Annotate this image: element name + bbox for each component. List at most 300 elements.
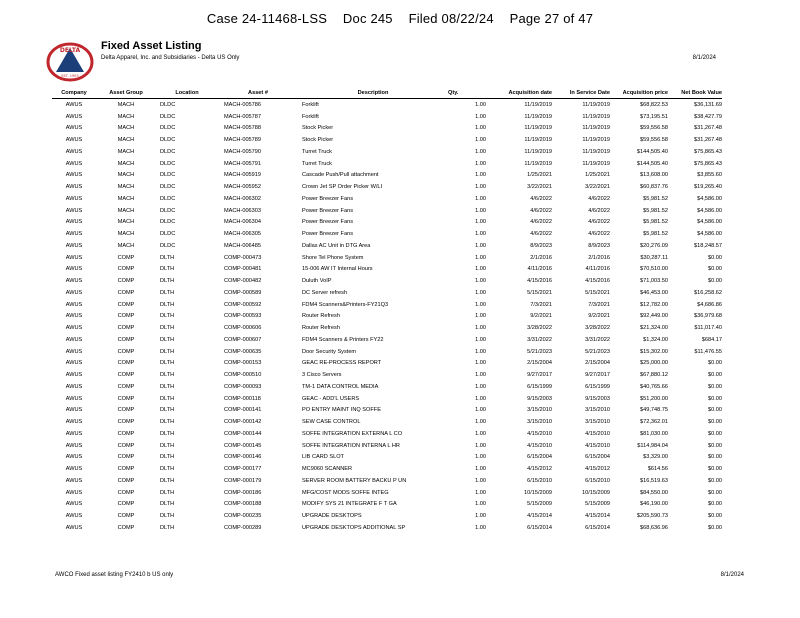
qty-cell: 1.00	[475, 231, 486, 238]
in-service-date-cell: 8/9/2023	[588, 242, 610, 249]
description-cell: FDM4 Scanners&Printers-FY21Q3	[302, 301, 389, 308]
asset-group-cell: COMP	[117, 501, 135, 508]
in-service-date-cell: 6/15/2010	[585, 477, 610, 484]
qty-cell: 1.00	[475, 113, 486, 120]
net-book-value-cell: $4,586.00	[697, 231, 722, 238]
in-service-date-cell: 4/15/2016	[585, 278, 610, 285]
asset-number-cell: MACH-005787	[224, 113, 261, 120]
table-row	[52, 487, 722, 499]
acquisition-date-cell: 6/15/2014	[527, 524, 552, 531]
company-cell: AWUS	[65, 442, 83, 449]
net-book-value-cell: $75,865.43	[694, 148, 722, 155]
qty-cell: 1.00	[475, 313, 486, 320]
net-book-value-cell: $0.00	[708, 419, 722, 426]
asset-group-cell: MACH	[117, 231, 135, 238]
asset-number-cell: MACH-005788	[224, 125, 261, 132]
table-row	[52, 463, 722, 475]
qty-cell: 1.00	[475, 336, 486, 343]
location-cell: DLTH	[160, 360, 175, 367]
qty-cell: 1.00	[475, 466, 486, 473]
table-row	[52, 181, 722, 193]
description-cell: Turret Truck	[302, 148, 332, 155]
location-cell: DLDC	[160, 242, 176, 249]
net-book-value-cell: $36,979.68	[694, 313, 722, 320]
net-book-value-cell: $4,586.00	[697, 195, 722, 202]
location-cell: DLDC	[160, 148, 176, 155]
qty-cell: 1.00	[475, 524, 486, 531]
asset-group-cell: COMP	[117, 289, 135, 296]
description-cell: Forklift	[302, 101, 319, 108]
qty-cell: 1.00	[475, 219, 486, 226]
company-cell: AWUS	[65, 313, 83, 320]
in-service-date-cell: 9/27/2017	[585, 372, 610, 379]
net-book-value-cell: $0.00	[708, 383, 722, 390]
table-row	[52, 346, 722, 358]
acquisition-price-cell: $60,837.76	[640, 184, 668, 191]
description-cell: TM-1 DATA CONTROL MEDIA	[302, 383, 379, 390]
net-book-value-cell: $0.00	[708, 501, 722, 508]
in-service-date-cell: 5/15/2021	[585, 289, 610, 296]
net-book-value-cell: $0.00	[708, 442, 722, 449]
table-row	[52, 158, 722, 170]
company-cell: AWUS	[65, 501, 83, 508]
company-cell: AWUS	[65, 348, 83, 355]
location-cell: DLTH	[160, 466, 175, 473]
net-book-value-cell: $75,865.43	[694, 160, 722, 167]
net-book-value-cell: $0.00	[708, 395, 722, 402]
location-cell: DLTH	[160, 524, 175, 531]
asset-number-cell: COMP-000235	[224, 513, 262, 520]
company-cell: AWUS	[65, 489, 83, 496]
asset-group-cell: MACH	[117, 195, 135, 202]
qty-cell: 1.00	[475, 266, 486, 273]
net-book-value-cell: $18,248.57	[694, 242, 722, 249]
company-cell: AWUS	[65, 360, 83, 367]
description-cell: MFG/COST MODS SOFFE INTEG	[302, 489, 389, 496]
table-row	[52, 170, 722, 182]
location-cell: DLDC	[160, 195, 176, 202]
qty-cell: 1.00	[475, 348, 486, 355]
table-row	[52, 428, 722, 440]
asset-number-cell: MACH-005791	[224, 160, 261, 167]
net-book-value-cell: $31,267.48	[694, 137, 722, 144]
qty-cell: 1.00	[475, 419, 486, 426]
acquisition-date-cell: 6/15/1999	[527, 383, 552, 390]
in-service-date-cell: 10/15/2009	[582, 489, 610, 496]
location-cell: DLTH	[160, 407, 175, 414]
description-cell: MC9060 SCANNER	[302, 466, 353, 473]
company-cell: AWUS	[65, 430, 83, 437]
net-book-value-cell: $0.00	[708, 360, 722, 367]
table-row	[52, 299, 722, 311]
acquisition-date-cell: 11/19/2019	[524, 101, 552, 108]
description-cell: MODIFY SYS 21 INTEGRATE F T GA	[302, 501, 397, 508]
in-service-date-cell: 11/19/2019	[582, 148, 610, 155]
location-cell: DLTH	[160, 254, 175, 261]
in-service-date-cell: 11/19/2019	[582, 125, 610, 132]
description-cell: 15-006 AW IT Internal Hours	[302, 266, 373, 273]
column-header: Company	[52, 88, 96, 99]
table-row	[52, 475, 722, 487]
table-row	[52, 217, 722, 229]
acquisition-price-cell: $46,453.00	[640, 289, 668, 296]
table-row	[52, 99, 722, 111]
asset-number-cell: COMP-000118	[224, 395, 261, 402]
table-row	[52, 264, 722, 276]
acquisition-date-cell: 4/15/2010	[527, 442, 552, 449]
column-header: Location	[156, 88, 218, 99]
acquisition-price-cell: $70,510.00	[640, 266, 668, 273]
description-cell: SERVER ROOM BATTERY BACKU P UN	[302, 477, 407, 484]
acquisition-date-cell: 7/3/2021	[530, 301, 552, 308]
acquisition-date-cell: 11/19/2019	[524, 148, 552, 155]
company-cell: AWUS	[65, 266, 83, 273]
net-book-value-cell: $0.00	[708, 254, 722, 261]
company-cell: AWUS	[65, 466, 83, 473]
acquisition-date-cell: 3/31/2022	[527, 336, 552, 343]
in-service-date-cell: 4/6/2022	[588, 195, 610, 202]
in-service-date-cell: 4/6/2022	[588, 207, 610, 214]
acquisition-price-cell: $81,030.00	[640, 430, 668, 437]
company-cell: AWUS	[65, 137, 83, 144]
in-service-date-cell: 5/21/2023	[585, 348, 610, 355]
acquisition-price-cell: $59,556.58	[640, 137, 668, 144]
location-cell: DLTH	[160, 454, 175, 461]
net-book-value-cell: $0.00	[708, 278, 722, 285]
asset-group-cell: MACH	[117, 172, 135, 179]
acquisition-price-cell: $5,981.52	[643, 207, 668, 214]
qty-cell: 1.00	[475, 125, 486, 132]
in-service-date-cell: 4/11/2016	[585, 266, 610, 273]
asset-group-cell: MACH	[117, 207, 135, 214]
net-book-value-cell: $0.00	[708, 477, 722, 484]
table-row	[52, 252, 722, 264]
acquisition-price-cell: $205,590.73	[636, 513, 668, 520]
acquisition-price-cell: $67,880.12	[640, 372, 668, 379]
logo-text-bottom: EST. 1903	[61, 74, 79, 78]
acquisition-date-cell: 4/6/2022	[530, 195, 552, 202]
acquisition-price-cell: $21,324.00	[640, 325, 668, 332]
qty-cell: 1.00	[475, 442, 486, 449]
asset-group-cell: MACH	[117, 137, 135, 144]
company-cell: AWUS	[65, 289, 83, 296]
description-cell: Power Breezer Fans	[302, 207, 353, 214]
asset-group-cell: COMP	[117, 524, 135, 531]
asset-group-cell: MACH	[117, 148, 135, 155]
case-header	[0, 11, 800, 26]
location-cell: DLDC	[160, 184, 176, 191]
company-cell: AWUS	[65, 195, 83, 202]
asset-group-cell: COMP	[117, 430, 135, 437]
qty-cell: 1.00	[475, 160, 486, 167]
location-cell: DLDC	[160, 137, 176, 144]
acquisition-price-cell: $114,984.04	[637, 442, 668, 449]
location-cell: DLTH	[160, 477, 175, 484]
table-row	[52, 228, 722, 240]
asset-number-cell: COMP-000146	[224, 454, 262, 461]
net-book-value-cell: $36,131.69	[694, 101, 722, 108]
asset-group-cell: COMP	[117, 383, 135, 390]
net-book-value-cell: $0.00	[708, 524, 722, 531]
asset-group-cell: COMP	[117, 477, 135, 484]
qty-cell: 1.00	[475, 477, 486, 484]
asset-group-cell: COMP	[117, 301, 135, 308]
location-cell: DLTH	[160, 383, 175, 390]
description-cell: SOFFE INTEGRATION INTERNA L HR	[302, 442, 400, 449]
table-row	[52, 440, 722, 452]
table-row	[52, 275, 722, 287]
in-service-date-cell: 1/25/2021	[585, 172, 610, 179]
company-cell: AWUS	[65, 231, 83, 238]
acquisition-price-cell: $68,822.53	[640, 101, 668, 108]
qty-cell: 1.00	[475, 513, 486, 520]
in-service-date-cell: 4/15/2014	[585, 513, 610, 520]
qty-cell: 1.00	[475, 195, 486, 202]
net-book-value-cell: $0.00	[708, 489, 722, 496]
asset-number-cell: COMP-000142	[224, 419, 262, 426]
acquisition-date-cell: 4/15/2016	[527, 278, 552, 285]
asset-group-cell: COMP	[117, 360, 135, 367]
asset-number-cell: COMP-000141	[224, 407, 262, 414]
acquisition-price-cell: $40,765.66	[640, 383, 668, 390]
description-cell: Dallas AC Unit in DTG Area	[302, 242, 371, 249]
acquisition-price-cell: $68,636.96	[640, 524, 668, 531]
table-row	[52, 381, 722, 393]
asset-number-cell: COMP-000177	[224, 466, 262, 473]
table-row	[52, 111, 722, 123]
description-cell: DC Server refresh	[302, 289, 348, 296]
net-book-value-cell: $0.00	[708, 372, 722, 379]
company-cell: AWUS	[65, 101, 83, 108]
company-cell: AWUS	[65, 242, 83, 249]
asset-group-cell: COMP	[117, 348, 135, 355]
location-cell: DLTH	[160, 501, 175, 508]
asset-number-cell: COMP-000606	[224, 325, 262, 332]
asset-group-cell: MACH	[117, 184, 135, 191]
acquisition-date-cell: 3/15/2010	[527, 407, 552, 414]
asset-group-cell: COMP	[117, 266, 135, 273]
doc-number: Doc 245	[342, 11, 393, 26]
company-cell: AWUS	[65, 184, 83, 191]
acquisition-date-cell: 4/15/2012	[527, 466, 552, 473]
acquisition-price-cell: $16,519.63	[640, 477, 668, 484]
acquisition-price-cell: $144,505.40	[636, 148, 668, 155]
net-book-value-cell: $19,265.40	[694, 184, 722, 191]
acquisition-price-cell: $5,981.52	[643, 231, 668, 238]
asset-number-cell: MACH-006305	[224, 231, 261, 238]
acquisition-price-cell: $15,302.00	[640, 348, 668, 355]
company-cell: AWUS	[65, 383, 83, 390]
asset-number-cell: MACH-006302	[224, 195, 261, 202]
location-cell: DLTH	[160, 325, 175, 332]
company-cell: AWUS	[65, 207, 83, 214]
asset-group-cell: MACH	[117, 101, 135, 108]
qty-cell: 1.00	[475, 101, 486, 108]
acquisition-date-cell: 4/15/2010	[527, 430, 552, 437]
footer-left: AWCO Fixed asset listing FY2410 b US only	[55, 572, 174, 578]
report-date: 8/1/2024	[692, 55, 716, 61]
net-book-value-cell: $0.00	[708, 430, 722, 437]
qty-cell: 1.00	[475, 148, 486, 155]
table-row	[52, 510, 722, 522]
description-cell: 3 Cisco Servers	[302, 372, 342, 379]
asset-number-cell: MACH-005786	[224, 101, 261, 108]
acquisition-date-cell: 4/6/2022	[530, 231, 552, 238]
acquisition-date-cell: 4/6/2022	[530, 207, 552, 214]
net-book-value-cell: $0.00	[708, 407, 722, 414]
acquisition-date-cell: 6/15/2004	[527, 454, 552, 461]
acquisition-price-cell: $59,556.58	[640, 125, 668, 132]
asset-number-cell: MACH-006485	[224, 242, 261, 249]
acquisition-date-cell: 8/9/2023	[530, 242, 552, 249]
company-cell: AWUS	[65, 325, 83, 332]
in-service-date-cell: 3/15/2010	[585, 407, 610, 414]
acquisition-price-cell: $84,550.00	[640, 489, 668, 496]
description-cell: Duluth VoIP	[302, 278, 332, 285]
table-header-row	[52, 88, 722, 99]
column-header: Net Book Value	[668, 88, 722, 99]
qty-cell: 1.00	[475, 501, 486, 508]
acquisition-price-cell: $25,000.00	[640, 360, 668, 367]
qty-cell: 1.00	[475, 407, 486, 414]
acquisition-price-cell: $51,200.00	[640, 395, 668, 402]
in-service-date-cell: 9/2/2021	[588, 313, 610, 320]
company-cell: AWUS	[65, 160, 83, 167]
description-cell: Stock Picker	[302, 137, 334, 144]
net-book-value-cell: $11,476.55	[694, 348, 722, 355]
location-cell: DLTH	[160, 372, 175, 379]
location-cell: DLDC	[160, 101, 176, 108]
company-cell: AWUS	[65, 254, 83, 261]
acquisition-price-cell: $73,195.51	[640, 113, 668, 120]
column-header: Description	[298, 88, 448, 99]
in-service-date-cell: 9/15/2003	[585, 395, 610, 402]
company-cell: AWUS	[65, 407, 83, 414]
description-cell: Crown Jet SP Order Picker W/LI	[302, 184, 383, 191]
asset-number-cell: COMP-000592	[224, 301, 262, 308]
in-service-date-cell: 2/15/2004	[585, 360, 610, 367]
qty-cell: 1.00	[475, 489, 486, 496]
qty-cell: 1.00	[475, 207, 486, 214]
acquisition-price-cell: $30,287.11	[640, 254, 668, 261]
qty-cell: 1.00	[475, 137, 486, 144]
acquisition-date-cell: 3/22/2021	[527, 184, 552, 191]
acquisition-date-cell: 6/15/2010	[527, 477, 552, 484]
asset-group-cell: MACH	[117, 160, 135, 167]
net-book-value-cell: $38,427.79	[694, 113, 722, 120]
column-header: Acquisition date	[494, 88, 552, 99]
qty-cell: 1.00	[475, 172, 486, 179]
company-cell: AWUS	[65, 172, 83, 179]
in-service-date-cell: 3/22/2021	[585, 184, 610, 191]
acquisition-date-cell: 11/19/2019	[524, 160, 552, 167]
asset-number-cell: COMP-000473	[224, 254, 262, 261]
location-cell: DLTH	[160, 313, 175, 320]
logo-text-top: DELTA	[59, 47, 81, 54]
qty-cell: 1.00	[475, 395, 486, 402]
table-row	[52, 393, 722, 405]
asset-number-cell: COMP-000144	[224, 430, 262, 437]
location-cell: DLTH	[160, 266, 175, 273]
acquisition-date-cell: 11/19/2019	[524, 113, 552, 120]
qty-cell: 1.00	[475, 430, 486, 437]
location-cell: DLDC	[160, 207, 176, 214]
column-header: Asset #	[218, 88, 298, 99]
company-cell: AWUS	[65, 513, 83, 520]
qty-cell: 1.00	[475, 184, 486, 191]
in-service-date-cell: 11/19/2019	[582, 160, 610, 167]
table-row	[52, 499, 722, 511]
table-row	[52, 240, 722, 252]
description-cell: GEAC - ADD'L USERS	[302, 395, 360, 402]
description-cell: SOFFE INTEGRATION EXTERNA L CO	[302, 430, 403, 437]
asset-number-cell: COMP-000093	[224, 383, 262, 390]
description-cell: Router Refresh	[302, 325, 340, 332]
description-cell: GEAC RE-PROCESS REPORT	[302, 360, 382, 367]
location-cell: DLTH	[160, 395, 175, 402]
asset-number-cell: MACH-005790	[224, 148, 261, 155]
column-header: In Service Date	[552, 88, 610, 99]
in-service-date-cell: 4/6/2022	[588, 219, 610, 226]
in-service-date-cell: 4/15/2012	[585, 466, 610, 473]
description-cell: Turret Truck	[302, 160, 332, 167]
asset-number-cell: MACH-005952	[224, 184, 261, 191]
asset-number-cell: COMP-000188	[224, 501, 262, 508]
table-row	[52, 123, 722, 135]
table-row	[52, 369, 722, 381]
in-service-date-cell: 11/19/2019	[582, 101, 610, 108]
asset-number-cell: MACH-005919	[224, 172, 261, 179]
asset-number-cell: COMP-000179	[224, 477, 262, 484]
company-cell: AWUS	[65, 336, 83, 343]
in-service-date-cell: 6/15/2004	[585, 454, 610, 461]
table-row	[52, 193, 722, 205]
case-number: Case 24-11468-LSS	[206, 11, 328, 26]
company-cell: AWUS	[65, 524, 83, 531]
company-cell: AWUS	[65, 219, 83, 226]
asset-number-cell: MACH-006303	[224, 207, 261, 214]
asset-number-cell: COMP-000593	[224, 313, 262, 320]
asset-group-cell: COMP	[117, 372, 135, 379]
acquisition-date-cell: 2/15/2004	[527, 360, 552, 367]
qty-cell: 1.00	[475, 383, 486, 390]
asset-group-cell: COMP	[117, 325, 135, 332]
in-service-date-cell: 4/15/2010	[585, 430, 610, 437]
location-cell: DLTH	[160, 419, 175, 426]
location-cell: DLTH	[160, 336, 175, 343]
asset-number-cell: MACH-006304	[224, 219, 261, 226]
asset-group-cell: COMP	[117, 395, 135, 402]
net-book-value-cell: $11,017.40	[694, 325, 722, 332]
company-cell: AWUS	[65, 419, 83, 426]
table-row	[52, 311, 722, 323]
asset-group-cell: COMP	[117, 278, 135, 285]
qty-cell: 1.00	[475, 289, 486, 296]
asset-table	[52, 88, 722, 534]
acquisition-price-cell: $5,981.52	[643, 219, 668, 226]
in-service-date-cell: 6/15/2014	[585, 524, 610, 531]
asset-group-cell: MACH	[117, 113, 135, 120]
table-row	[52, 405, 722, 417]
in-service-date-cell: 7/3/2021	[588, 301, 610, 308]
acquisition-date-cell: 9/27/2017	[527, 372, 552, 379]
location-cell: DLTH	[160, 289, 175, 296]
description-cell: Stock Picker	[302, 125, 334, 132]
qty-cell: 1.00	[475, 254, 486, 261]
table-row	[52, 287, 722, 299]
net-book-value-cell: $31,267.48	[694, 125, 722, 132]
description-cell: Forklift	[302, 113, 319, 120]
